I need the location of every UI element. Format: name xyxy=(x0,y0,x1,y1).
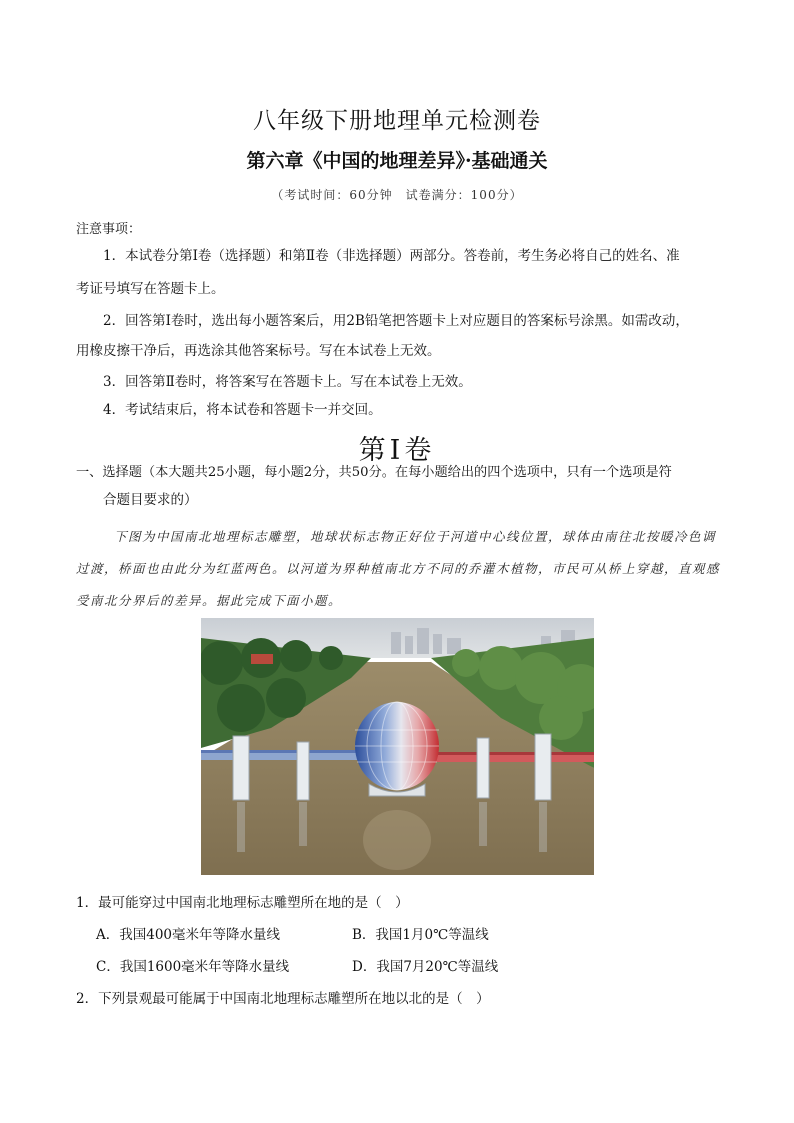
section-heading-cont: 合题目要求的） xyxy=(103,492,198,508)
notice-item: 用橡皮擦干净后，再选涂其他答案标号。写在本试卷上无效。 xyxy=(76,343,441,359)
document-subtitle: 第六章《中国的地理差异》·基础通关 xyxy=(246,150,548,172)
document-title: 八年级下册地理单元检测卷 xyxy=(253,108,541,134)
exam-info: （考试时间：60分钟 试卷满分：100分） xyxy=(271,188,523,202)
notice-item: 2．回答第Ⅰ卷时，选出每小题答案后，用2B铅笔把答题卡上对应题目的答案标号涂黑。如需改动， xyxy=(103,313,689,329)
notice-item: 4．考试结束后，将本试卷和答题卡一并交回。 xyxy=(103,402,382,418)
notice-item: 1．本试卷分第Ⅰ卷（选择题）和第Ⅱ卷（非选择题）两部分。答卷前，考生务必将自己的姓名、准 xyxy=(103,248,680,264)
question-1-stem: 1．最可能穿过中国南北地理标志雕塑所在地的是（ ） xyxy=(76,895,409,911)
volume-title: 第Ⅰ卷 xyxy=(358,435,436,466)
option-1d[interactable]: D．我国7月20℃等温线 xyxy=(352,959,499,975)
sculpture-photo xyxy=(201,618,594,875)
option-1c[interactable]: C．我国1600毫米年等降水量线 xyxy=(96,959,290,975)
notice-heading: 注意事项： xyxy=(76,222,142,237)
question-2-stem: 2．下列景观最可能属于中国南北地理标志雕塑所在地以北的是（ ） xyxy=(76,991,490,1007)
notice-item: 考证号填写在答题卡上。 xyxy=(76,281,225,297)
option-1a[interactable]: A．我国400毫米年等降水量线 xyxy=(96,927,281,943)
option-1b[interactable]: B．我国1月0℃等温线 xyxy=(352,927,489,943)
material-text: 下图为中国南北地理标志雕塑，地球状标志物正好位于河道中心线位置，球体由南往北按暖冷色调 xyxy=(114,529,717,544)
section-heading: 一、选择题（本大题共25小题，每小题2分，共50分。在每小题给出的四个选项中，只有一个选项是符 xyxy=(76,465,672,480)
material-text: 受南北分界后的差异。据此完成下面小题。 xyxy=(76,593,343,608)
material-text: 过渡，桥面也由此分为红蓝两色。以河道为界种植南北方不同的乔灌木植物，市民可从桥上穿越，直观感 xyxy=(76,561,721,576)
notice-item: 3．回答第Ⅱ卷时，将答案写在答题卡上。写在本试卷上无效。 xyxy=(103,374,472,390)
